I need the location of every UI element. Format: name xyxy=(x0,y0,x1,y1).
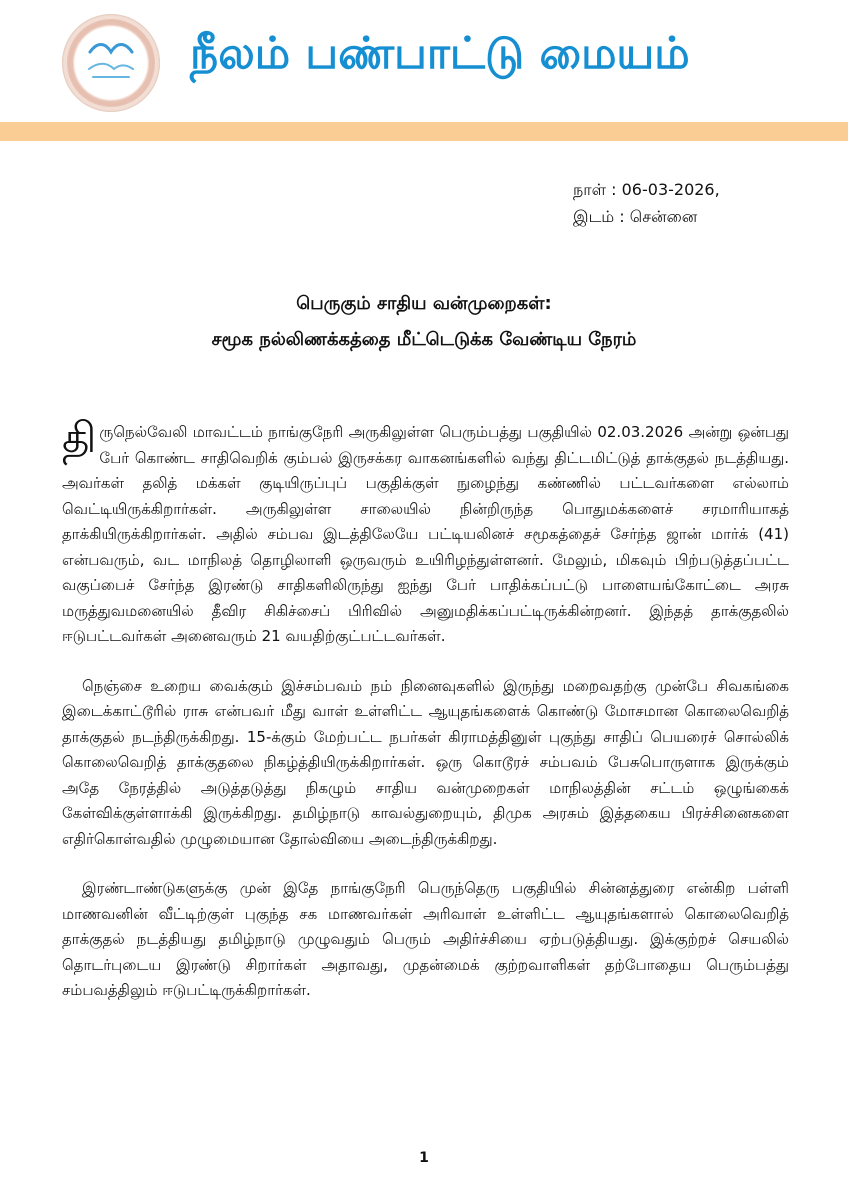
organization-name: நீலம் பண்பாட்டு மையம் xyxy=(190,28,690,79)
document-title xyxy=(40,286,808,358)
paragraph-2: நெஞ்சை உறைய வைக்கும் இச்சம்பவம் நம் நினைவுகளில் இருந்து மறைவதற்கு முன்பே சிவகங்கை இடைக்காட்டூரில் ராசு என்பவர் மீது வாள் உள்ளிட்ட ஆயுதங்களைக் கொண்டு மோசமான கொலைவெறித் தாக்குதல் நடந்திருக்கிறது. 15-க்கும் மேற்பட்ட நபர்கள் கிராமத்தினுள் புகுந்து சாதிப் பெயரைச் சொல்லிக் கொலைவெறித் தாக்குதலை நிகழ்த்தியிருக்கிறார்கள். ஒரு கொடூரச் சம்பவம் பேசுபொருளாக இருக்கும் அதே நேரத்தில் அடுத்தடுத்து நிகழும் சாதிய வன்முறைகள் மாநிலத்தின் சட்டம் ஒழுங்கைக் கேள்விக்குள்ளாக்கி இருக்கிறது. தமிழ்நாடு காவல்துறையும், திமுக அரசும் இத்தகைய பிரச்சினைகளை எதிர்கொள்வதில் முழுமையான தோல்வியை அடைந்திருக்கிறது. xyxy=(62,676,789,848)
title-line-2: சமூக நல்லிணக்கத்தை மீட்டெடுக்க வேண்டிய நேரம் xyxy=(211,329,637,350)
date-line: நாள் : 06-03-2026, xyxy=(573,180,720,199)
paragraph-3: இரண்டாண்டுகளுக்கு முன் இதே நாங்குநேரி பெருந்தெரு பகுதியில் சின்னத்துரை என்கிற பள்ளி மாணவனின் வீட்டிற்குள் புகுந்த சக மாணவர்கள் அரிவாள் உள்ளிட்ட ஆயுதங்களால் கொலைவெறித் தாக்குதல் நடத்தியது தமிழ்நாடு முழுவதும் பெரும் அதிர்ச்சியை ஏற்படுத்தியது. இக்குற்றச் செயலில் தொடர்புடைய இரண்டு சிறார்கள் அதாவது, முதன்மைக் குற்றவாளிகள் தற்போதைய பெரும்பத்து சம்பவத்திலும் ஈடுபட்டிருக்கிறார்கள். xyxy=(62,879,789,999)
title-line-1: பெருகும் சாதிய வன்முறைகள்: xyxy=(296,293,552,314)
paragraph-1 xyxy=(62,413,789,650)
place-line: இடம் : சென்னை xyxy=(573,207,698,226)
document-meta xyxy=(573,176,793,230)
document-body xyxy=(62,413,789,1028)
letterhead xyxy=(0,0,848,122)
paragraph-1-text: ருநெல்வேலி மாவட்டம் நாங்குநேரி அருகிலுள்ள பெரும்பத்து பகுதியில் 02.03.2026 அன்று ஒன்பது பேர் கொண்ட சாதிவெறிக் கும்பல் இருசக்கர வாகனங்களில் வந்து திட்டமிட்டுத் தாக்குதல் நடத்தியது. அவர்கள் தலித் மக்கள் குடியிருப்புப் பகுதிக்குள் நுழைந்து கண்ணில் பட்டவர்களை எல்லாம் வெட்டியிருக்கிறார்கள். அருகிலுள்ள சாலையில் நின்றிருந்த பொதுமக்களைச் சரமாரியாகத் தாக்கியிருக்கிறார்கள். அதில் சம்பவ இடத்திலேயே பட்டியலினச் சமூகத்தைச் சேர்ந்த ஜான் மார்க் (41) என்பவரும், வட மாநிலத் தொழிலாளி ஒருவரும் உயிரிழந்துள்ளனர். மேலும், மிகவும் பிற்படுத்தப்பட்ட வகுப்பைச் சேர்ந்த இரண்டு சாதிகளிலிருந்து ஐந்து பேர் பாதிக்கப்பட்டு பாளையங்கோட்டை அரசு மருத்துவமனையில் தீவிர சிகிச்சைப் பிரிவில் அனுமதிக்கப்பட்டிருக்கின்றனர். இந்தத் தாக்குதலில் ஈடுபட்டவர்கள் அனைவரும் 21 வயதிற்குட்பட்டவர்கள். xyxy=(62,423,789,645)
drop-cap: தி xyxy=(62,413,97,462)
header-band xyxy=(0,122,848,141)
page-number: 1 xyxy=(419,1150,429,1166)
organization-logo xyxy=(62,14,160,112)
